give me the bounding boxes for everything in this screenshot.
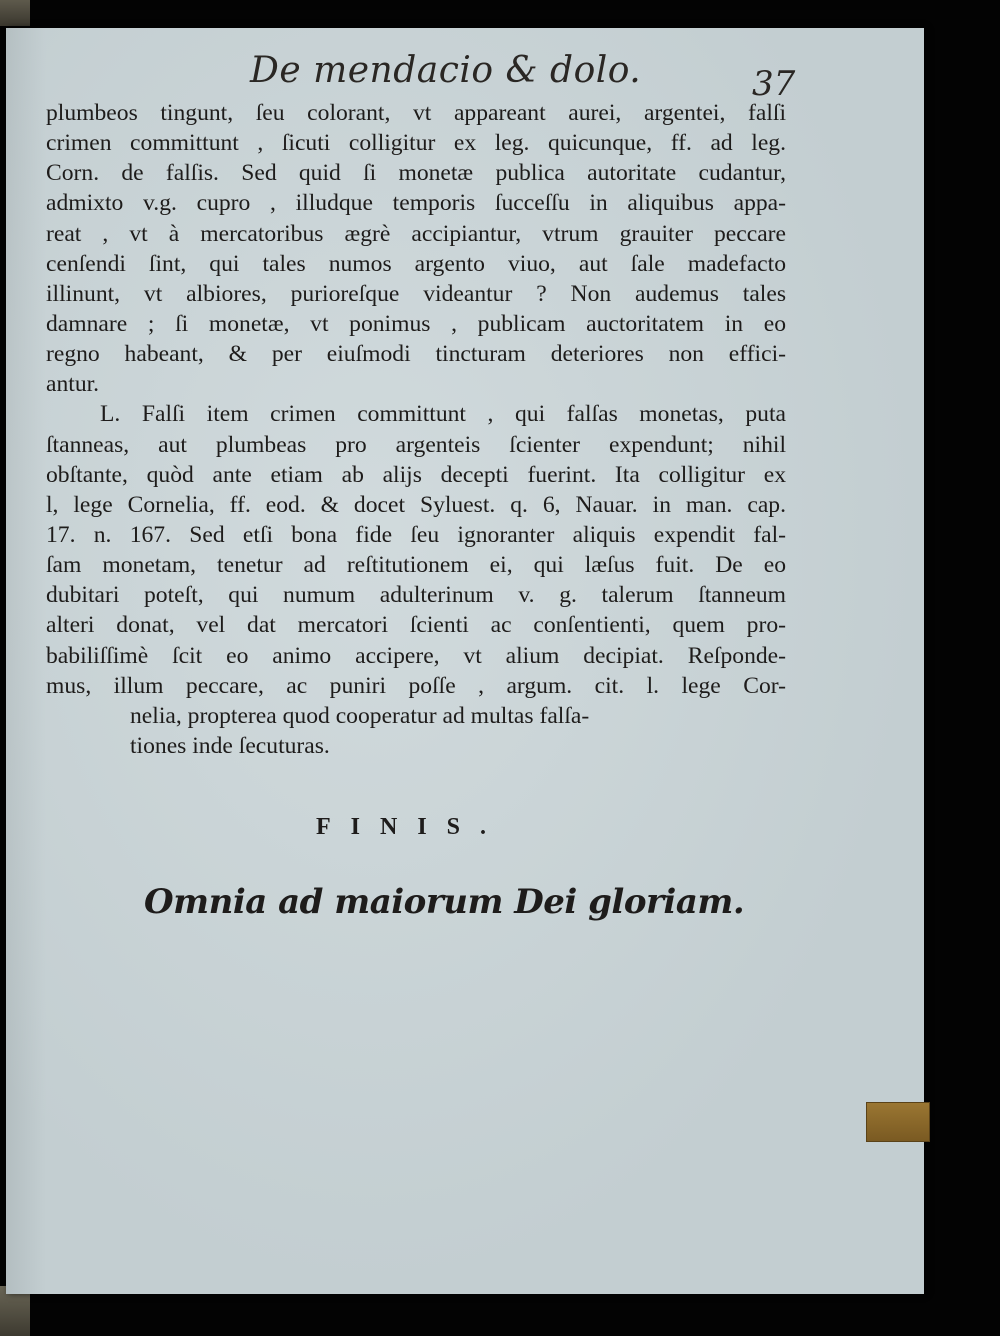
text-line: tiones inde ſecuturas. (130, 732, 330, 759)
text-line: ſtanneas, aut plumbeas pro argenteis ſcienter expendunt; nihil (46, 431, 786, 458)
text-line: ſam monetam, tenetur ad reſtitutionem ei, qui læſus fuit. De eo (46, 552, 786, 579)
text-line: babiliſſimè ſcit eo animo accipere, vt alium decipiat. Reſponde- (46, 642, 786, 669)
text-line: admixto v.g. cupro , illudque temporis ſucceſſu in aliquibus appa- (46, 190, 786, 217)
text-line: dubitari poteſt, qui numum adulterinum v. g. talerum ſtanneum (46, 582, 786, 609)
text-line: reat , vt à mercatoribus ægrè accipiantur, vtrum grauiter peccare (46, 220, 786, 247)
text-line: illinunt, vt albiores, purioreſque videantur ? Non audemus tales (46, 280, 786, 307)
running-head: De mendacio & dolo. (250, 50, 642, 91)
text-line: alteri donat, vel dat mercatori ſcienti ac conſentienti, quem pro- (46, 612, 786, 639)
body-text (46, 98, 786, 761)
text-line: damnare ; ſi monetæ, vt ponimus , publicam auctoritatem in eo (46, 310, 786, 337)
text-line: Corn. de falſis. Sed quid ſi monetæ publica autoritate cudantur, (46, 160, 786, 187)
text-line: cenſendi ſint, qui tales numos argento viuo, aut ſale madefacto (46, 250, 786, 277)
page-number: 37 (752, 64, 796, 104)
text-line: regno habeant, & per eiuſmodi tincturam deteriores non effici- (46, 341, 786, 368)
page-marker-tab (866, 1102, 930, 1142)
text-line: plumbeos tingunt, ſeu colorant, vt appareant aurei, argentei, falſi (46, 100, 786, 126)
paragraph-start-line: L. Falſi item crimen committunt , qui falſas monetas, puta (100, 401, 786, 428)
text-line: obſtante, quòd ante etiam ab alijs decepti fuerint. Ita colligitur ex (46, 461, 786, 488)
text-line: antur. (46, 371, 100, 398)
closing-motto: Omnia ad maiorum Dei gloriam. (144, 882, 745, 922)
text-line: 17. n. 167. Sed etſi bona fide ſeu ignoranter aliquis expendit fal- (46, 521, 786, 548)
text-line: l, lege Cornelia, ff. eod. & docet Syluest. q. 6, Nauar. in man. cap. (46, 491, 786, 518)
text-line: mus, illum peccare, ac puniri poſſe , argum. cit. l. lege Cor- (46, 672, 786, 699)
text-line: crimen committunt , ſicuti colligitur ex leg. quicunque, ff. ad leg. (46, 130, 786, 157)
finis-heading: FINIS. (316, 814, 507, 840)
text-line: nelia, propterea quod cooperatur ad multas falſa- (130, 702, 590, 729)
binding-spine-top (0, 0, 30, 26)
